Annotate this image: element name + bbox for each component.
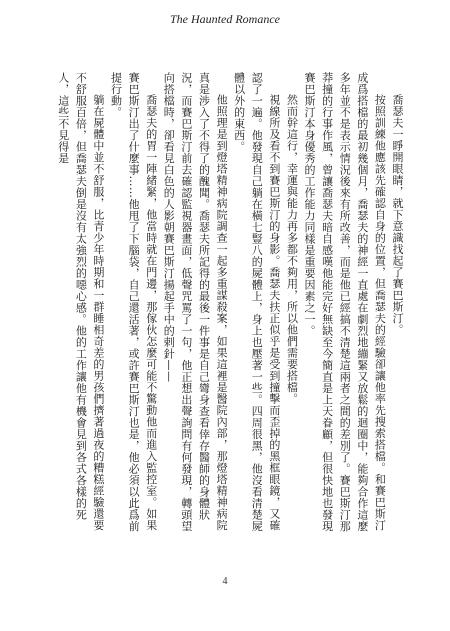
paragraph: 視線所及看不到賽巴斯汀的身影。喬瑟夫扶正似乎是受到撞擊而歪掉的黑框眼鏡，又確認了一遍。他發現自己躺在橫七豎八的屍體上，身上也壓著一些。四周很黑，他沒看清楚屍體以外的東西。 xyxy=(232,72,281,532)
paragraph: 喬瑟夫的胃一陣緒緊，他當時就在門邊，那傢伙怎麼可能不驚動他而進入監控室。如果賽巴斯汀出了什麼事……他甩了下腦袋，自己還活著，或許賽巴斯汀也是，他必須以此爲前提行動。 xyxy=(109,72,158,532)
page-header-title: The Haunted Romance xyxy=(170,12,280,26)
body-text xyxy=(44,72,406,542)
paragraph: 躺在屍體中並不舒服，比青少年時期和一群睡相奇差的男孩們擠著過夜的糟糕經驗還要不舒服百倍，但喬瑟夫倒是沒有太強烈的噁心感。他的工作讓他有機會見到各式各樣的死人，這些不見得是 xyxy=(56,72,105,531)
page-number: 4 xyxy=(222,576,228,587)
paragraph: 按照訓練他應該先確認自身的位置，但喬瑟夫的經驗卻讓他率先搜索搭檔。和賽巴斯汀成爲搭檔的最初幾個月，喬瑟夫的神經一直處在劇烈地繃緊又放鬆的迴圈中，能夠合作這麼多年並不是表示情況後來有所改善，而是他已經搞不清楚這兩者之間的差別了。賽巴斯汀那莽撞的行事作風，曾讓喬瑟夫暗自感嘆他能完好無缺至今簡直是上天眷顧，但很快地也發現賽巴斯汀本身優秀的工作能力同樣是重要因素之一。 xyxy=(303,72,387,532)
paragraph: 喬瑟夫一睜開眼睛，就下意識找起了賽巴斯汀。 xyxy=(391,94,404,336)
paragraph: 然而幹這行，幸運與能力再多都不夠用，所以他們需要搭檔。 xyxy=(285,94,299,405)
paragraph: 他照理是到燈塔精神病院調查一起多重謀殺案，如果這裡是醫院內部，那燈塔精神病院真是涉入了不得了的醜聞。喬瑟夫所記得的最後一件事是自己彎身查看倖存醫師的身體狀況，而賽巴斯汀前去確認監視器畫面，低聲咒罵了一句，他正想出聲詢問有何發現，轉頭望向搭檔時，卻看見白色的人影朝賽巴斯汀揚起手中的剌針—— xyxy=(162,72,229,532)
